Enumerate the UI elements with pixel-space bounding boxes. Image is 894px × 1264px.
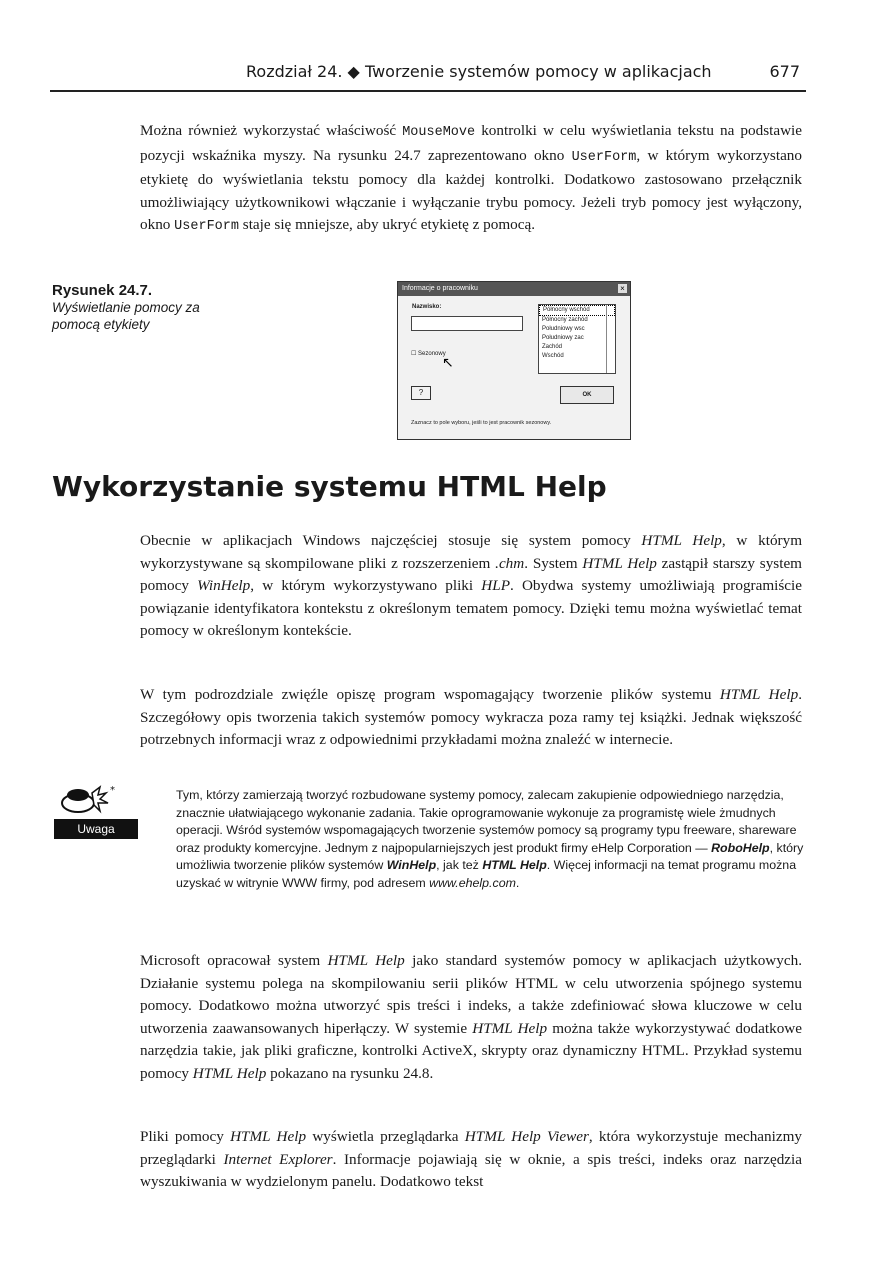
paragraph-viewer: Pliki pomocy HTML Help wyświetla przeglądarka HTML Help Viewer, która wykorzystuje mechanizmy przeglądarki Internet Explorer. Informacje pojawiają się w oknie, a spis treści, indeks oraz narzędzia wyszukiwania w wydzielonym panelu. Dodatkowo tekst: [140, 1128, 803, 1191]
page-number: 677: [769, 62, 800, 81]
figure-dialog-screenshot: [397, 281, 631, 440]
dialog-list-item: Wschód: [542, 353, 564, 359]
running-header: [50, 58, 806, 94]
dialog-list-item: Południowy zac: [542, 335, 584, 341]
note-illustration-icon: [60, 783, 120, 817]
header-rule: [50, 90, 806, 92]
figure-number: Rysunek 24.7.: [52, 282, 153, 299]
note-label: Uwaga: [54, 819, 138, 839]
close-icon: ×: [618, 284, 627, 293]
dialog-list-item: Południowy wsc: [542, 326, 585, 332]
note-text: Tym, którzy zamierzają tworzyć rozbudowane systemy pomocy, zalecam zakupienie odpowiedniego narzędzia, znacznie ułatwiającego wykonanie zadania. Takie oprogramowanie wykonuje za programistę wiele żmudnych operacji. Wśród systemów wspomagających tworzenie systemów pomocy są programy typu freeware, shareware oraz produkty komercyjne. Jednym z najpopularniejszych jest produkt firmy eHelp Corporation — RoboHelp, który umożliwia tworzenie plików systemów WinHelp, jak też HTML Help. Więcej informacji na temat programu można uzyskać w witrynie WWW firmy, pod adresem www.ehelp.com.: [176, 788, 804, 890]
figure-caption-text: Wyświetlanie pomocy za pomocą etykiety: [52, 300, 200, 332]
dialog-list: [538, 304, 616, 374]
chapter-title: Rozdział 24. ◆ Tworzenie systemów pomocy w aplikacjach: [246, 62, 712, 81]
dialog-help-toggle: ?: [411, 386, 431, 400]
dialog-title: Informacje o pracowniku: [402, 285, 478, 292]
dialog-title-bar: [398, 282, 630, 296]
mouse-cursor-icon: ↖: [442, 354, 454, 370]
paragraph-subsection: W tym podrozdziale zwięźle opiszę program wspomagający tworzenie plików systemu HTML Help. Szczegółowy opis tworzenia takich systemów pomocy wykracza poza ramy tej książki. Jednak większość potrzebnych informacji wraz z odpowiednimi przykładami można znaleźć w internecie.: [140, 686, 802, 749]
dialog-list-item: Północny zachód: [542, 317, 588, 323]
note-icon: [54, 783, 138, 843]
dialog-name-label: Nazwisko:: [412, 304, 442, 310]
dialog-help-status: Zaznacz to pole wyboru, jeśli to jest pracownik sezonowy.: [411, 420, 552, 426]
dialog-name-field: [411, 316, 523, 331]
dialog-list-item: Zachód: [542, 344, 563, 350]
intro-paragraph: Można również wykorzystać właściwość MouseMove kontrolki w celu wyświetlania tekstu na podstawie pozycji wskaźnika myszy. Na rysunku 24.7 zaprezentowano okno UserForm, w którym wykorzystano etykietę do wyświetlania tekstu pomocy dla każdej kontrolki. Dodatkowo zastosowano przełącznik umożliwiający użytkownikowi włączanie i wyłączanie trybu pomocy. Jeżeli tryb pomocy jest wyłączony, okno UserForm staje się mniejsze, aby ukryć etykietę z pomocą.: [140, 122, 802, 235]
svg-text:*: *: [110, 785, 115, 796]
figure-caption: [52, 282, 242, 333]
dialog-ok-button: OK: [560, 386, 614, 404]
dialog-list-scrollbar: [606, 305, 615, 373]
dialog-list-item: Północny wschód: [539, 305, 615, 316]
paragraph-microsoft: Microsoft opracował system HTML Help jako standard systemów pomocy w aplikacjach użytkowych. Działanie systemu polega na skompilowaniu serii plików HTML w celu utworzenia spójnego systemu pomocy. Dodatkowo można utworzyć spis treści i indeks, a także zdefiniować słowa kluczowe w celu utworzenia zaawansowanych hiperłączy. W systemie HTML Help można także wykorzystywać dodatkowe narzędzia takie, jak pliki graficzne, kontrolki ActiveX, skrypty oraz dynamiczny HTML. Przykład systemu pomocy HTML Help pokazano na rysunku 24.8.: [140, 952, 802, 1082]
section-heading: Wykorzystanie systemu HTML Help: [52, 470, 607, 503]
paragraph-html-help: Obecnie w aplikacjach Windows najczęściej stosuje się system pomocy HTML Help, w którym wykorzystywane są skompilowane pliki z rozszerzeniem .chm. System HTML Help zastąpił starszy system pomocy WinHelp, w którym wykorzystywano pliki HLP. Obydwa systemy umożliwiają programiście powiązanie identyfikatora kontekstu z określonym tematem pomocy. Dzięki temu można wyświetlać temat pomocy w określonym kontekście.: [140, 532, 803, 640]
dialog-checkbox: ☐ Sezonowy: [411, 351, 446, 357]
